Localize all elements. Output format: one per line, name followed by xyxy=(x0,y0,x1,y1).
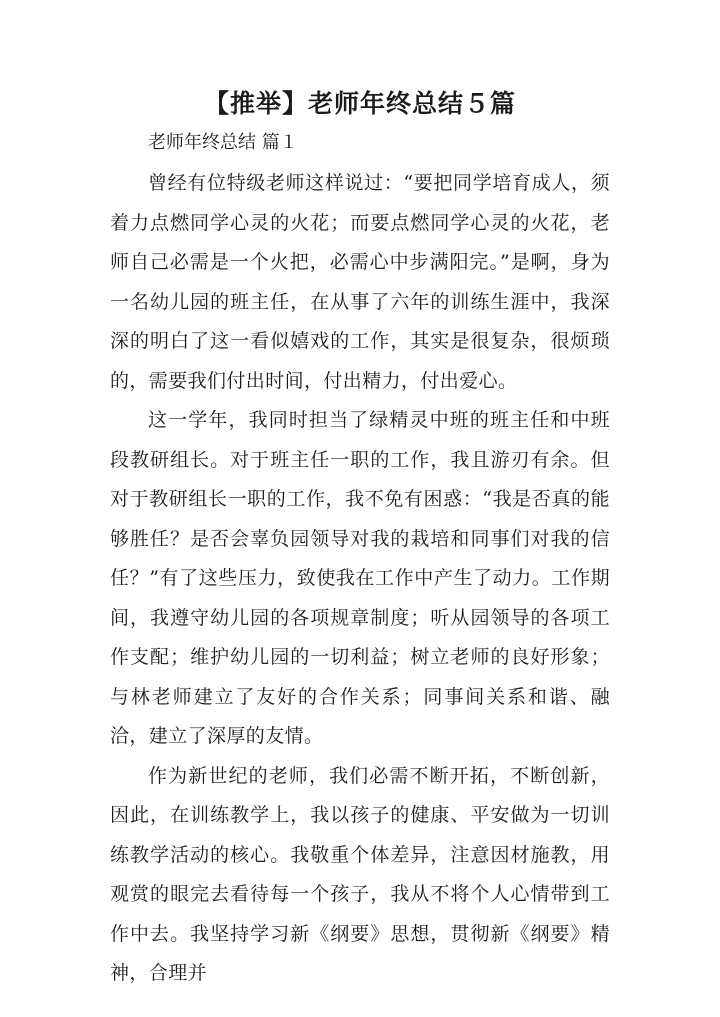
paragraph-3: 作为新世纪的老师，我们必需不断开拓，不断创新，因此，在训练教学上，我以孩子的健康、平安做为一切训练教学活动的核心。我敬重个体差异，注意因材施教，用观赏的眼完去看待每一个孩子，我从不将个人心情带到工作中去。我坚持学习新《纲要》思想，贯彻新《纲要》精神，合理并 xyxy=(110,764,610,984)
paragraph-1: 曾经有位特级老师这样说过：“要把同学培育成人，须着力点燃同学心灵的火花；而要点燃同学心灵的火花，老师自己必需是一个火把，必需心中步满阳完。”是啊，身为一名幼儿园的班主任，在从事了六年的训练生涯中，我深深的明白了这一看似嬉戏的工作，其实是很复杂，很烦琐的，需要我们付出时间，付出精力，付出爱心。 xyxy=(110,172,610,392)
document-body xyxy=(110,164,610,994)
section-heading: 老师年终总结 篇１ xyxy=(148,132,298,153)
document-title: 【推举】老师年终总结５篇 xyxy=(203,89,516,118)
paragraph-2: 这一学年，我同时担当了绿精灵中班的班主任和中班段教研组长。对于班主任一职的工作，我且游刃有余。但对于教研组长一职的工作，我不免有困惑：“我是否真的能够胜任？是否会辜负园领导对我的栽培和同事们对我的信任？”有了这些压力，致使我在工作中产生了动力。工作期间，我遵守幼儿园的各项规章制度；听从园领导的各项工作支配；维护幼儿园的一切利益；树立老师的良好形象；与林老师建立了友好的合作关系；同事间关系和谐、融洽，建立了深厚的友情。 xyxy=(110,409,610,747)
